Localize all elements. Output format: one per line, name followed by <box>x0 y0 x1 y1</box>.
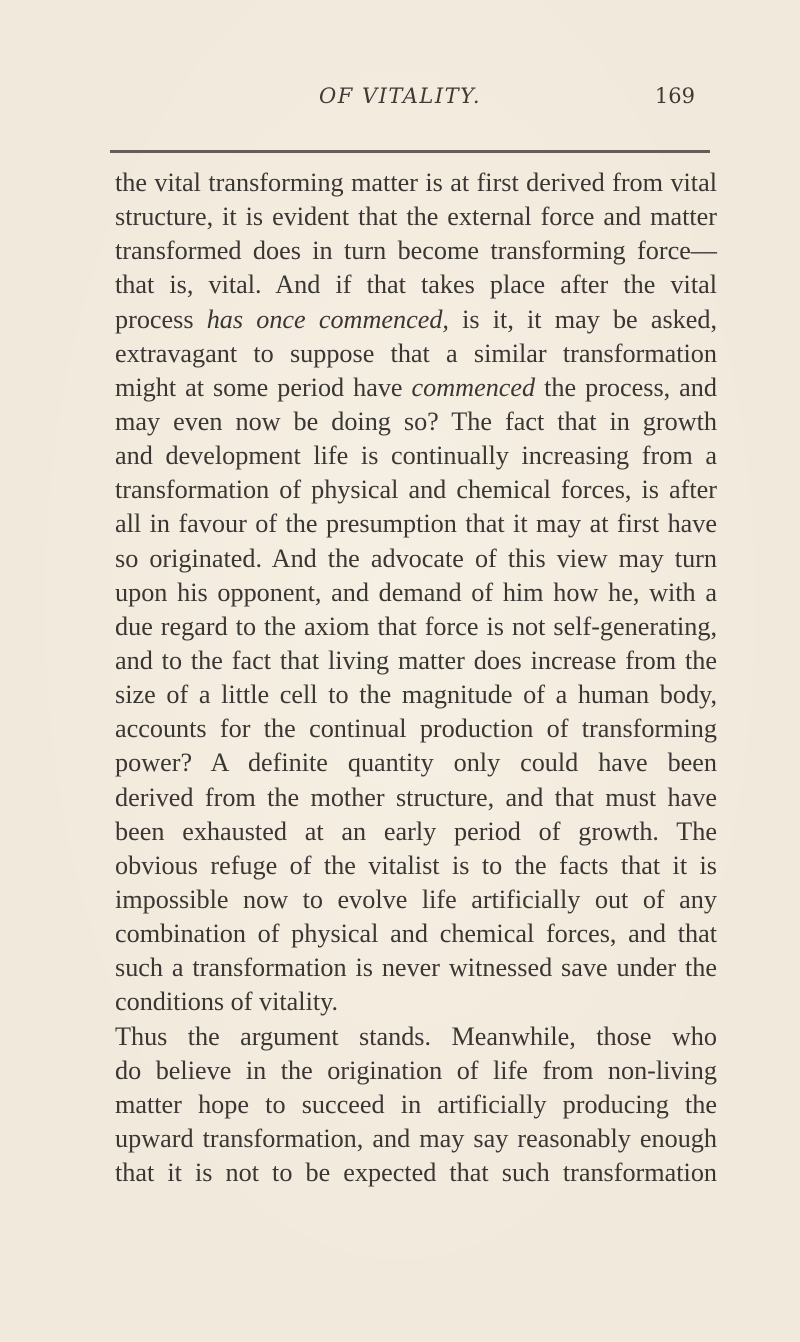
text-line: transformed does in turn become transforming force— <box>115 236 717 266</box>
text-line: accounts for the continual production of transforming <box>115 714 717 744</box>
text-line: so originated. And the advocate of this view may turn <box>115 543 717 573</box>
text-run: process <box>115 304 194 334</box>
text-line: impossible now to evolve life artificially out of any <box>115 884 717 914</box>
text-line: obvious refuge of the vitalist is to the facts that it is <box>115 850 717 880</box>
text-line: combination of physical and chemical forces, and that <box>115 919 717 949</box>
text-line: transformation of physical and chemical forces, is after <box>115 475 717 505</box>
text-line: matter hope to succeed in artificially producing the <box>115 1089 717 1119</box>
text-run: might at some period have <box>115 372 403 402</box>
header-rule <box>110 150 710 153</box>
text-line: such a transformation is never witnessed save under the <box>115 953 717 983</box>
text-line: do believe in the origination of life from non-living <box>115 1055 717 1085</box>
text-line <box>115 371 717 405</box>
italic-run: commenced <box>411 372 536 402</box>
text-line: and development life is continually increasing from a <box>115 441 717 471</box>
text-line: power? A definite quantity only could have been <box>115 748 717 778</box>
text-line: all in favour of the presumption that it may at first have <box>115 509 717 539</box>
text-line: that it is not to be expected that such transformation <box>115 1158 717 1188</box>
text-run: the process, and <box>544 372 717 402</box>
body-text <box>115 166 717 1190</box>
text-run: is it, it may be asked, <box>462 304 718 334</box>
text-line: been exhausted at an early period of growth. The <box>115 816 717 846</box>
text-line: size of a little cell to the magnitude of a human body, <box>115 680 717 710</box>
running-head <box>0 84 800 120</box>
text-line: the vital transforming matter is at first derived from vital <box>115 168 717 197</box>
text-line: extravagant to suppose that a similar transformation <box>115 338 717 368</box>
text-line: upon his opponent, and demand of him how he, with a <box>115 577 717 607</box>
running-title: OF VITALITY. <box>318 84 482 108</box>
text-line <box>115 303 717 337</box>
text-line: due regard to the axiom that force is not self-generating, <box>115 611 717 641</box>
paragraph-start-line: Thus the argument stands. Meanwhile, those who <box>115 1021 717 1051</box>
page-number: 169 <box>654 84 695 108</box>
text-line: and to the fact that living matter does increase from the <box>115 645 717 675</box>
text-line: conditions of vitality. <box>115 987 339 1017</box>
text-line: may even now be doing so? The fact that in growth <box>115 406 717 436</box>
text-line: that is, vital. And if that takes place after the vital <box>115 270 717 300</box>
text-line: structure, it is evident that the external force and matter <box>115 202 717 232</box>
italic-run: has once commenced, <box>206 304 449 334</box>
text-line: upward transformation, and may say reasonably enough <box>115 1123 717 1153</box>
text-line: derived from the mother structure, and that must have <box>115 782 717 812</box>
